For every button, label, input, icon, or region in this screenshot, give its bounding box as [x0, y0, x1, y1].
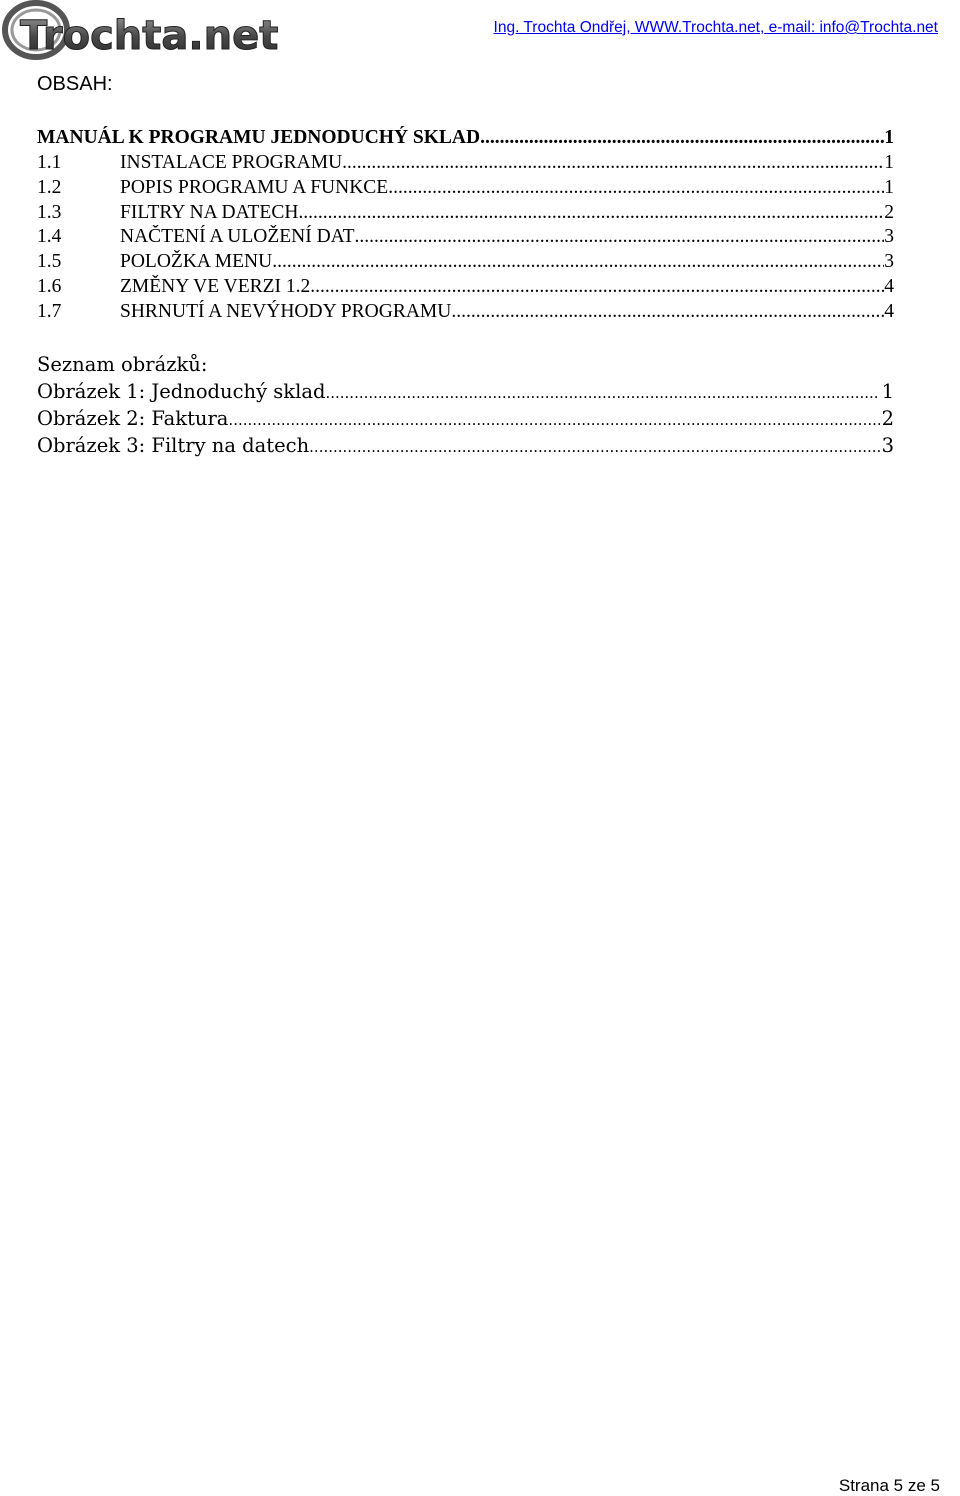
toc-entry-title: NAČTENÍ A ULOŽENÍ DAT: [120, 226, 355, 248]
figure-entry-title: Obrázek 2: Faktura: [37, 407, 229, 430]
toc-leader-dots: [310, 275, 884, 300]
toc-entry[interactable]: [37, 225, 894, 250]
toc-leader-dots: [298, 201, 884, 226]
page-number-footer: Strana 5 ze 5: [838, 1476, 940, 1495]
site-link[interactable]: WWW.Trochta.net: [634, 19, 760, 36]
toc-leader-dots: [451, 300, 884, 325]
list-of-figures: [37, 351, 894, 459]
toc-entry-number: 1.5: [37, 251, 62, 273]
figure-leader-dots: [228, 407, 879, 432]
toc-entry-page: 1: [884, 176, 894, 198]
trochta-logo: [0, 0, 290, 62]
toc-entry-page: 1: [884, 152, 894, 173]
author-name: Ing. Trochta Ondřej,: [493, 19, 635, 36]
figure-entry-page: 3: [881, 434, 894, 457]
table-of-contents: [37, 126, 894, 325]
figure-entry[interactable]: [37, 405, 894, 432]
toc-entry-title: INSTALACE PROGRAMU: [120, 152, 343, 173]
logo-text: Trochta.net: [20, 13, 279, 59]
toc-entry-page: 4: [884, 275, 894, 297]
toc-entry-number: 1.1: [37, 152, 62, 173]
figure-entry-title: Obrázek 3: Filtry na datech: [37, 434, 310, 457]
toc-entry-title: ZMĚNY VE VERZI 1.2: [120, 275, 311, 297]
toc-entry[interactable]: [37, 300, 894, 325]
toc-main-entry[interactable]: [37, 126, 894, 151]
toc-entry-number: 1.6: [37, 275, 62, 297]
figure-entry[interactable]: [37, 432, 894, 459]
toc-entry-title: FILTRY NA DATECH: [120, 201, 299, 223]
email-link[interactable]: info@Trochta.net: [819, 19, 938, 36]
figure-leader-dots: [309, 434, 879, 459]
toc-entry-title: SHRNUTÍ A NEVÝHODY PROGRAMU: [120, 300, 452, 322]
toc-entry[interactable]: [37, 275, 894, 300]
logo-graphic: [0, 0, 290, 62]
toc-heading: OBSAH:: [37, 73, 113, 95]
header-separator: ,: [760, 19, 765, 36]
toc-entry-number: 1.3: [37, 201, 62, 223]
toc-entry-title: POPIS PROGRAMU A FUNKCE: [120, 176, 389, 198]
toc-entry[interactable]: [37, 250, 894, 275]
figure-entry[interactable]: [37, 378, 894, 405]
toc-entry-page: 3: [884, 226, 894, 248]
toc-entry[interactable]: [37, 151, 894, 176]
toc-entry-page: 3: [884, 251, 894, 273]
toc-leader-dots: [355, 225, 885, 250]
toc-leader-dots: [272, 250, 884, 275]
toc-main-page: 1: [884, 127, 894, 148]
figures-heading: Seznam obrázků:: [37, 353, 208, 376]
figure-entry-title: Obrázek 1: Jednoduchý sklad: [37, 380, 326, 403]
toc-entry-number: 1.4: [37, 226, 62, 248]
figure-entry-page: 2: [881, 407, 894, 430]
toc-main-title: MANUÁL K PROGRAMU JEDNODUCHÝ SKLAD: [37, 127, 481, 148]
toc-entry[interactable]: [37, 176, 894, 201]
toc-entry-page: 2: [884, 201, 894, 223]
toc-leader-dots: [342, 151, 884, 176]
toc-entry-title: POLOŽKA MENU: [120, 251, 273, 273]
toc-entry-page: 4: [884, 300, 894, 322]
header-contact: [494, 19, 938, 37]
toc-entry-number: 1.7: [37, 300, 62, 322]
toc-entry-number: 1.2: [37, 176, 62, 198]
toc-leader-dots: [388, 176, 884, 201]
toc-leader-dots: [480, 126, 884, 151]
figure-leader-dots: [325, 380, 879, 405]
figure-entry-page: 1: [881, 380, 894, 403]
toc-entry[interactable]: [37, 201, 894, 226]
email-prefix: e-mail:: [764, 19, 820, 36]
